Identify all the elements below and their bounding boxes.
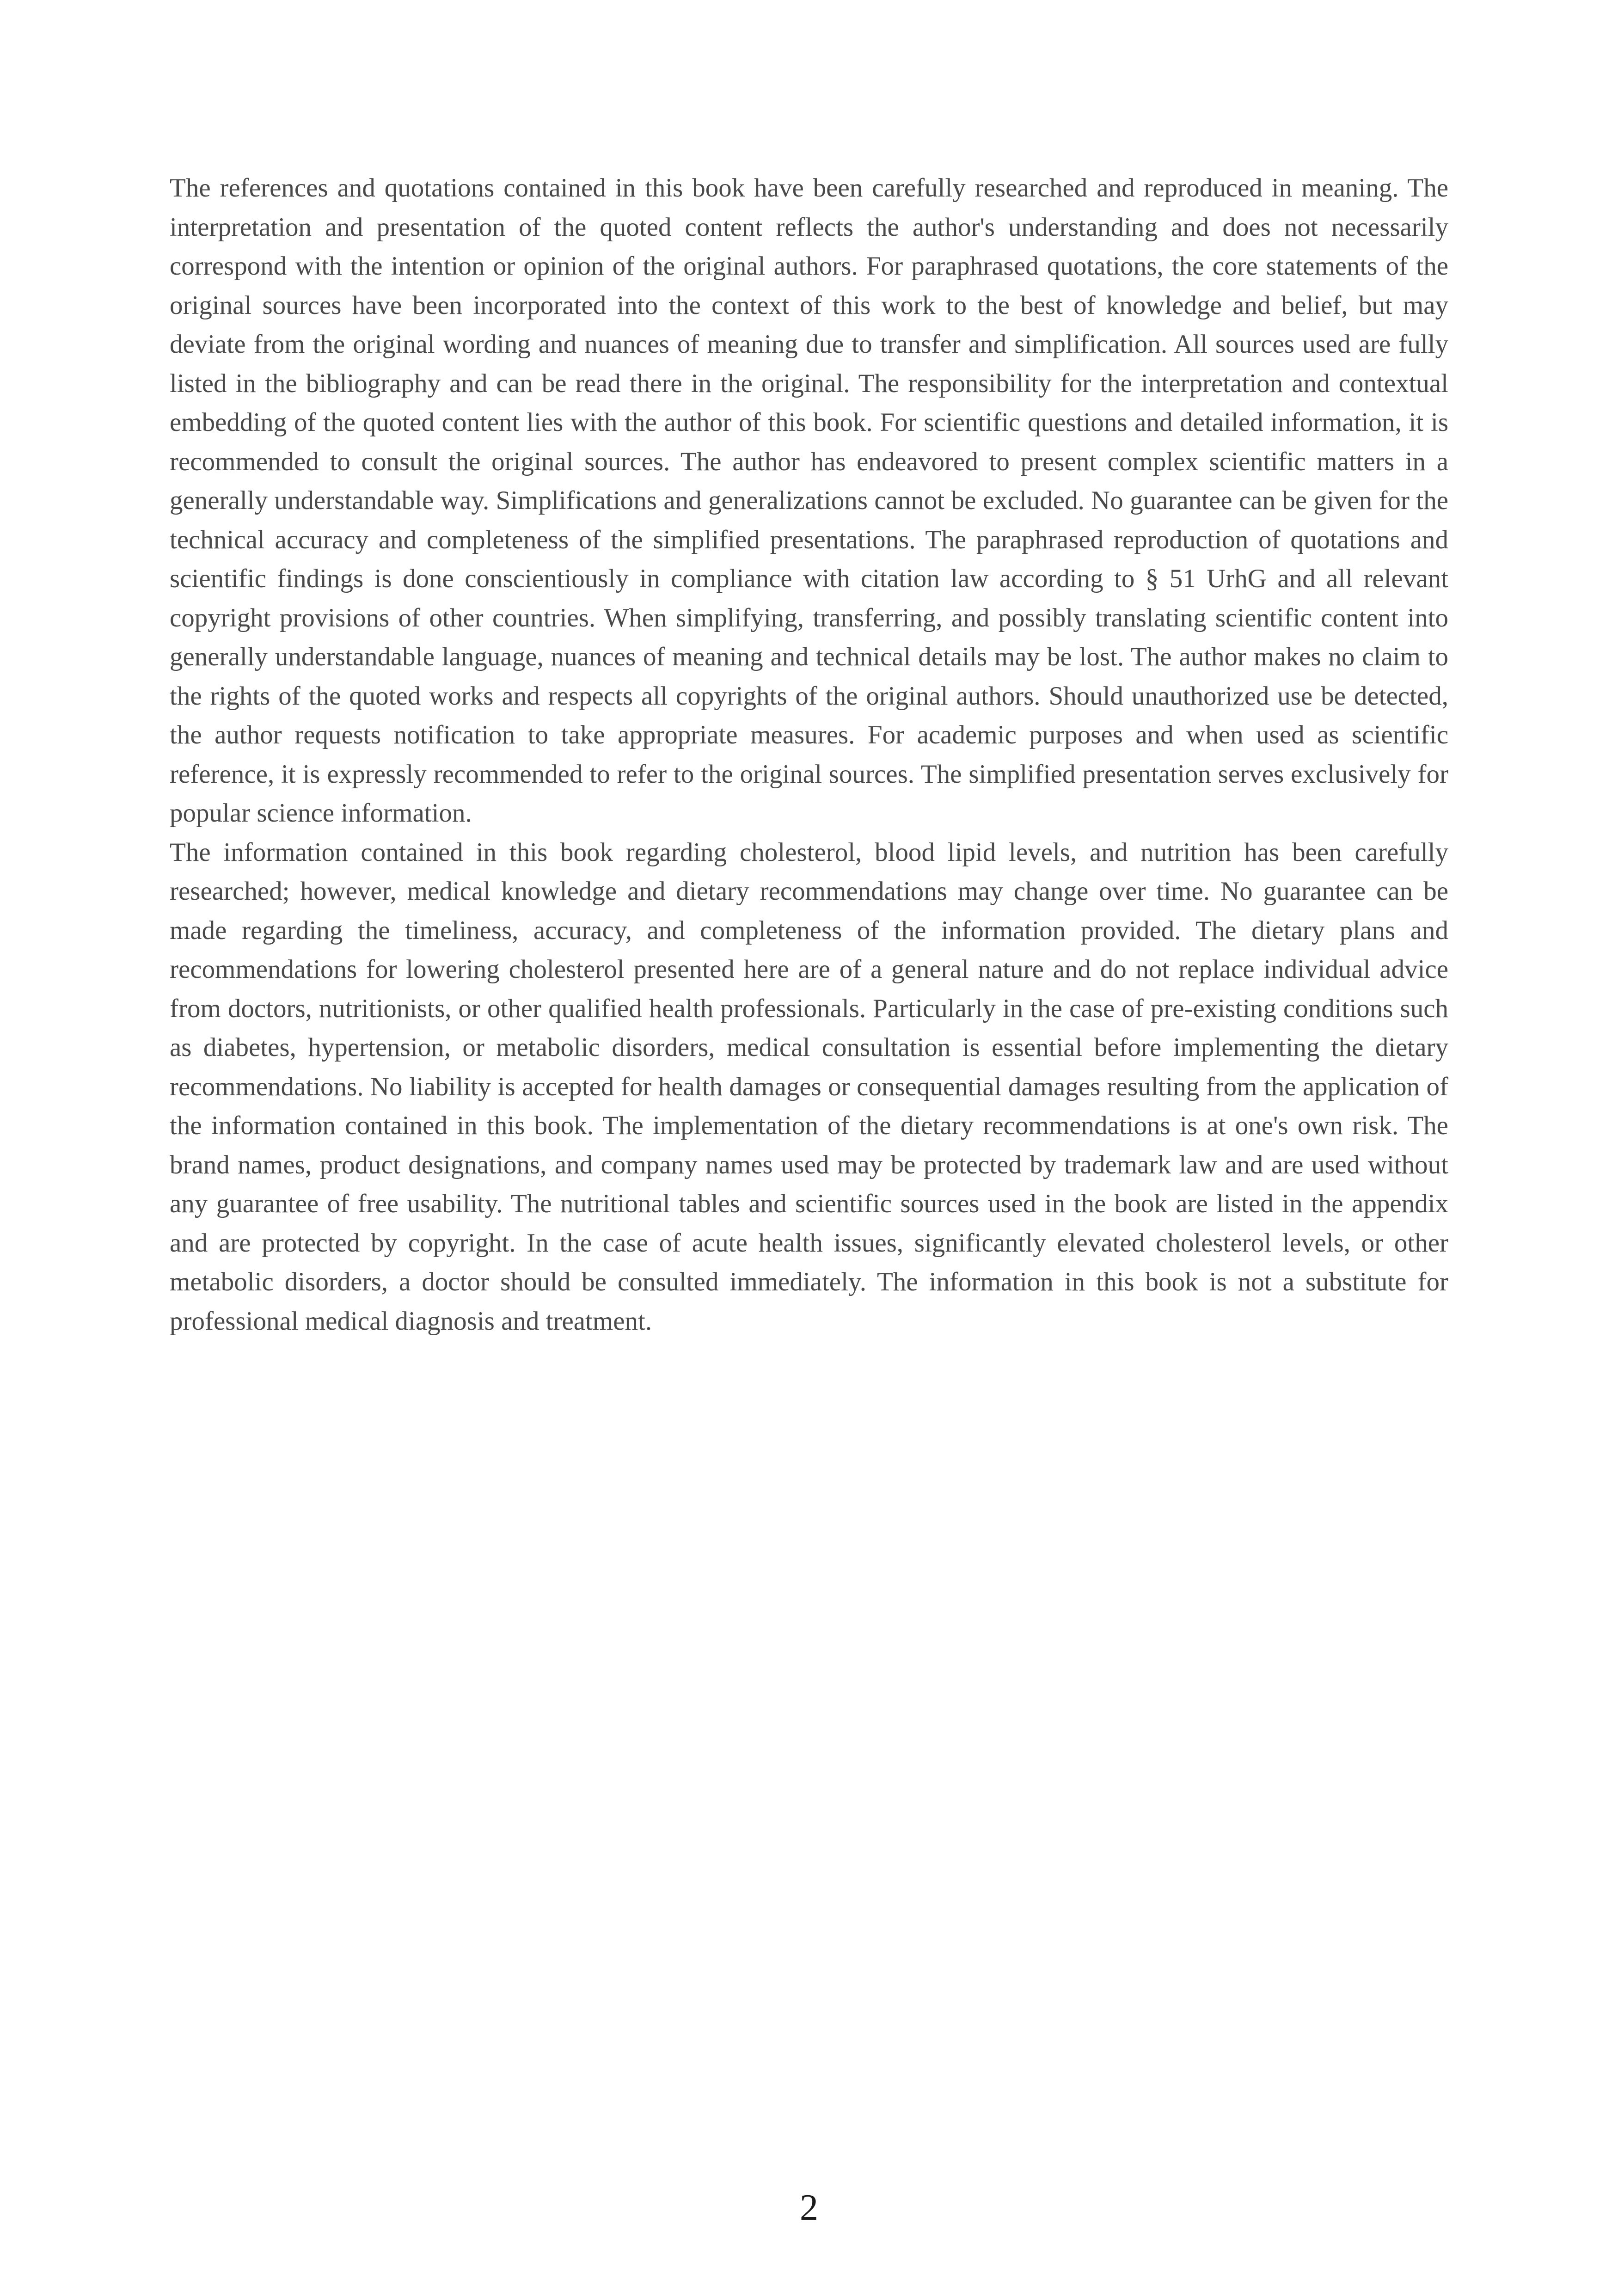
body-text bbox=[170, 169, 1448, 1341]
page-number: 2 bbox=[800, 2187, 818, 2228]
disclaimer-paragraph-medical: The information contained in this book regarding cholesterol, blood lipid levels, and nutrition has been carefully researched; however, medical knowledge and dietary recommendations may change over time. No guarantee can be made regarding the timeliness, accuracy, and completeness of the information provided. The dietary plans and recommendations for lowering cholesterol presented here are of a general nature and do not replace individual advice from doctors, nutritionists, or other qualified health professionals. Particularly in the case of pre-existing conditions such as diabetes, hypertension, or metabolic disorders, medical consultation is essential before implementing the dietary recommendations. No liability is accepted for health damages or consequential damages resulting from the application of the information contained in this book. The implementation of the dietary recommendations is at one's own risk. The brand names, product designations, and company names used may be protected by trademark law and are used without any guarantee of free usability. The nutritional tables and scientific sources used in the book are listed in the appendix and are protected by copyright. In the case of acute health issues, significantly elevated cholesterol levels, or other metabolic disorders, a doctor should be consulted immediately. The information in this book is not a substitute for professional medical diagnosis and treatment. bbox=[170, 837, 1448, 1336]
disclaimer-paragraph-sources: The references and quotations contained in this book have been carefully researched and reproduced in meaning. The interpretation and presentation of the quoted content reflects the author's understanding and does not necessarily correspond with the intention or opinion of the original authors. For paraphrased quotations, the core statements of the original sources have been incorporated into the context of this work to the best of knowledge and belief, but may deviate from the original wording and nuances of meaning due to transfer and simplification. All sources used are fully listed in the bibliography and can be read there in the original. The responsibility for the interpretation and contextual embedding of the quoted content lies with the author of this book. For scientific questions and detailed information, it is recommended to consult the original sources. The author has endeavored to present complex scientific matters in a generally understandable way. Simplifications and generalizations cannot be excluded. No guarantee can be given for the technical accuracy and completeness of the simplified presentations. The paraphrased reproduction of quotations and scientific findings is done conscientiously in compliance with citation law according to § 51 UrhG and all relevant copyright provisions of other countries. When simplifying, transferring, and possibly translating scientific content into generally understandable language, nuances of meaning and technical details may be lost. The author makes no claim to the rights of the quoted works and respects all copyrights of the original authors. Should unauthorized use be detected, the author requests notification to take appropriate measures. For academic purposes and when used as scientific reference, it is expressly recommended to refer to the original sources. The simplified presentation serves exclusively for popular science information. bbox=[170, 173, 1448, 828]
